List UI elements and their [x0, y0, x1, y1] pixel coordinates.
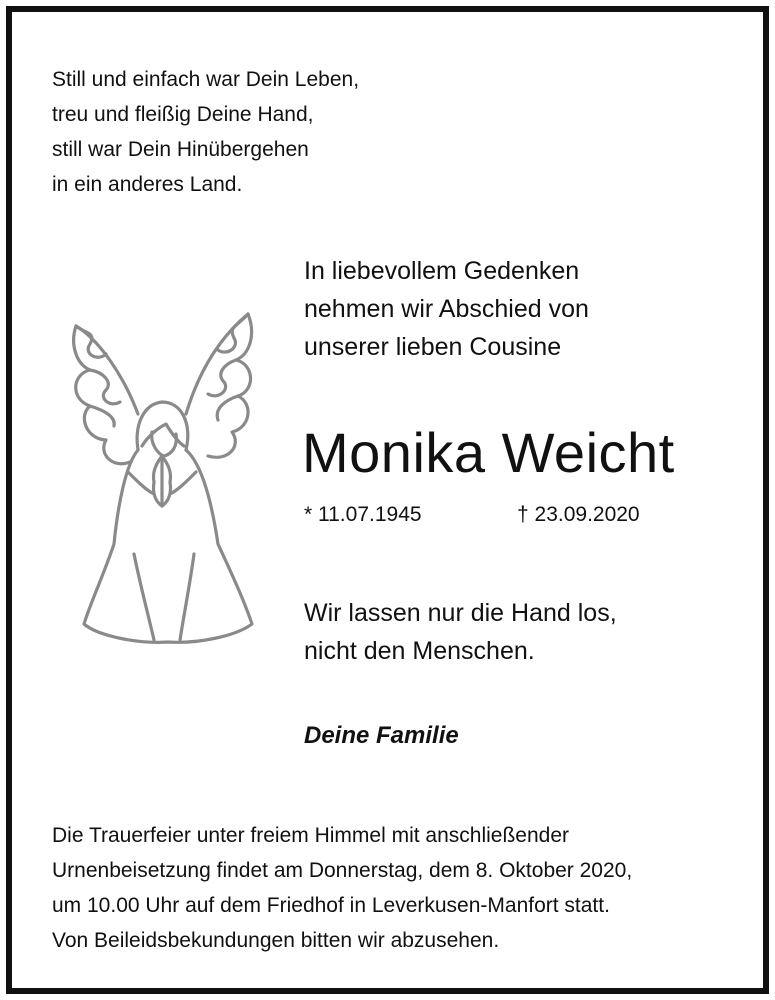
obituary-frame: [6, 6, 769, 994]
deceased-name: Monika Weicht: [302, 421, 675, 484]
poem: [52, 62, 359, 202]
poem-line: treu und fleißig Deine Hand,: [52, 103, 314, 126]
intro-line: nehmen wir Abschied von: [304, 295, 589, 323]
birth-date: * 11.07.1945: [304, 503, 422, 526]
notice-line: Die Trauerfeier unter freiem Himmel mit anschließender: [52, 824, 570, 847]
poem-line: in ein anderes Land.: [52, 173, 243, 196]
funeral-notice: [52, 818, 632, 958]
life-dates: [304, 500, 640, 530]
signature: Deine Familie: [304, 722, 459, 749]
quote-line: nicht den Menschen.: [304, 637, 535, 665]
quote: [304, 594, 617, 670]
intro-line: In liebevollem Gedenken: [304, 257, 580, 285]
notice-line: um 10.00 Uhr auf dem Friedhof in Leverkusen-Manfort statt.: [52, 894, 610, 917]
notice-line: Urnenbeisetzung findet am Donnerstag, dem 8. Oktober 2020,: [52, 859, 633, 882]
intro-line: unserer lieben Cousine: [304, 333, 562, 361]
notice-line: Von Beileidsbekundungen bitten wir abzusehen.: [52, 929, 500, 952]
death-date: † 23.09.2020: [517, 503, 640, 526]
poem-line: Still und einfach war Dein Leben,: [52, 68, 360, 91]
praying-angel-icon: [68, 304, 268, 654]
poem-line: still war Dein Hinübergehen: [52, 138, 309, 161]
intro-text: [304, 252, 589, 366]
quote-line: Wir lassen nur die Hand los,: [304, 599, 617, 627]
